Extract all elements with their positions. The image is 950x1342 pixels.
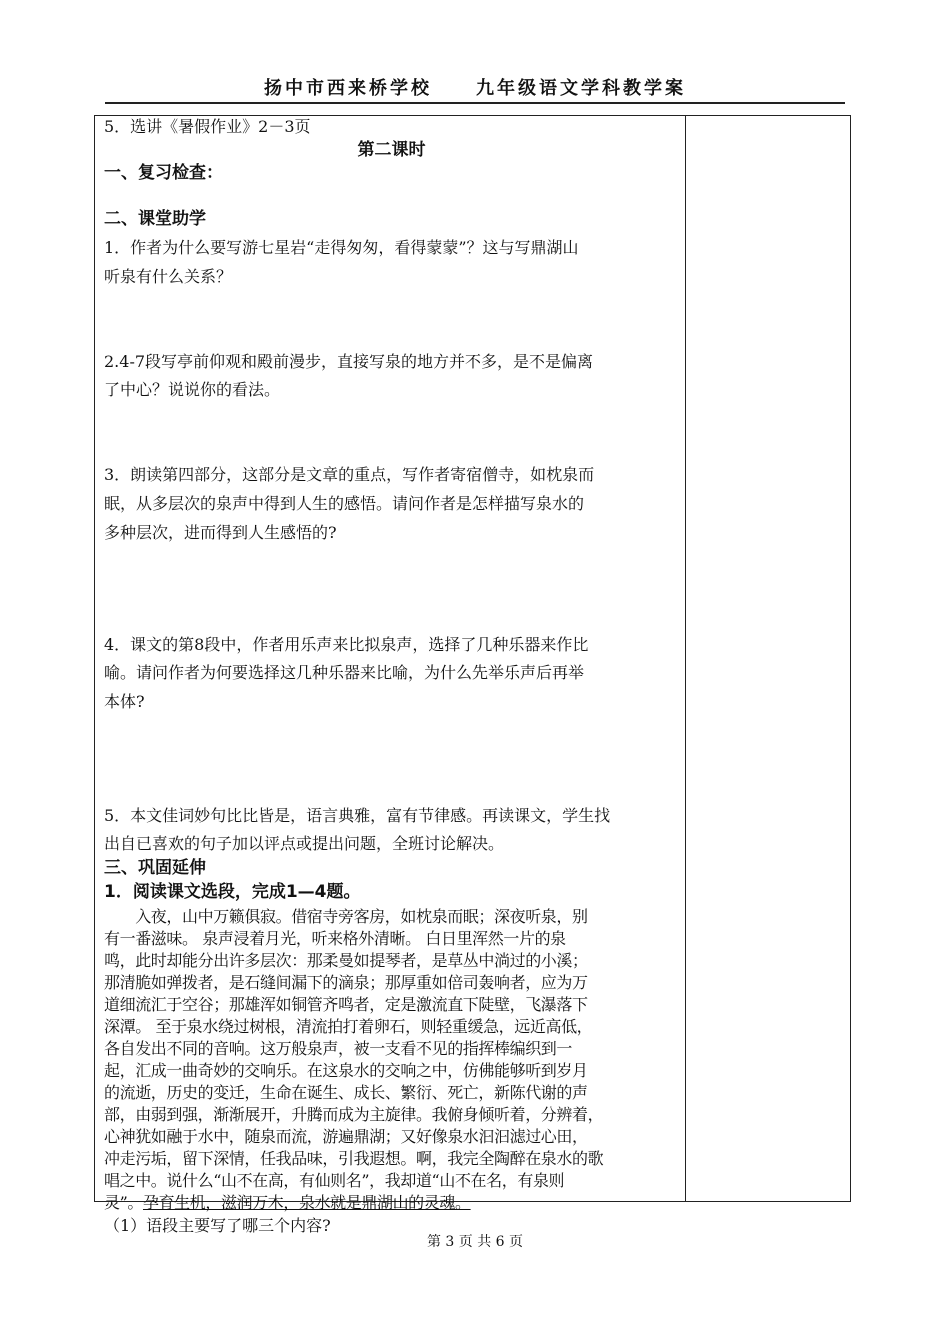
table-column-divider (685, 115, 686, 1202)
passage-line: 那清脆如弹拨者，是石缝间漏下的滴泉；那厚重如倍司轰响者，应为万 (104, 973, 588, 992)
question-1-line-1: 1．作者为什么要写游七星岩“走得匆匆，看得蒙蒙”？这与写鼎湖山 (104, 238, 579, 257)
sub-question-1: （1）语段主要写了哪三个内容? (104, 1216, 331, 1235)
section-review: 一、复习检查： (104, 163, 223, 183)
question-2-line-2: 了中心？说说你的看法。 (104, 380, 281, 399)
reading-task: 1．阅读课文选段，完成1—4题。 (104, 882, 361, 902)
passage-line: 心神犹如融于水中，随泉而流，游遍鼎湖；又好像泉水汩汩滤过心田， (104, 1127, 588, 1146)
question-3-line-1: 3．朗读第四部分，这部分是文章的重点，写作者寄宿僧寺，如枕泉而 (104, 465, 595, 484)
section-extension: 三、巩固延伸 (104, 858, 206, 878)
page-number: 第 3 页 共 6 页 (426, 1234, 524, 1250)
question-2-line-1: 2.4-7段写亭前仰观和殿前漫步，直接写泉的地方并不多，是不是偏离 (104, 352, 594, 371)
passage-line: 唱之中。说什么“山不在高，有仙则名”，我却道“山不在名，有泉则 (104, 1171, 565, 1190)
item-5: 5．选讲《暑假作业》2－3页 (104, 117, 311, 136)
underlined-sentence: 孕育生机，滋润万木，泉水就是鼎湖山的灵魂。 (142, 1193, 471, 1212)
school-name: 扬中市西来桥学校 (264, 78, 432, 99)
question-3-line-2: 眠，从多层次的泉声中得到人生的感悟。请问作者是怎样描写泉水的 (104, 494, 585, 513)
question-5-line-2: 出自已喜欢的句子加以评点或提出问题，全班讨论解决。 (104, 834, 505, 853)
passage-line: 冲走污垢，留下深情，任我品味，引我遐想。啊，我完全陶醉在泉水的歌 (104, 1149, 604, 1168)
passage-line: 部，由弱到强，渐渐展开，升腾而成为主旋律。我俯身倾听着，分辨着， (104, 1105, 604, 1124)
passage-text: 灵”。 (104, 1193, 143, 1212)
question-5-line-1: 5．本文佳词妙句比比皆是，语言典雅，富有节律感。再读课文，学生找 (104, 806, 611, 825)
page-header (105, 74, 845, 104)
passage-line: 各自发出不同的音响。这万般泉声，被一支看不见的指挥棒编织到一 (104, 1039, 573, 1058)
question-4-line-1: 4．课文的第8段中，作者用乐声来比拟泉声，选择了几种乐器来作比 (104, 635, 589, 654)
passage-line: 有一番滋味。 泉声浸着月光，听来格外清晰。 白日里浑然一片的泉 (104, 929, 566, 948)
question-1-line-2: 听泉有什么关系？ (104, 267, 233, 286)
question-4-line-2: 喻。请问作者为何要选择这几种乐器来比喻，为什么先举乐声后再举 (104, 663, 585, 682)
section-classroom: 二、课堂助学 (104, 209, 206, 229)
question-4-line-3: 本体? (104, 692, 145, 711)
passage-line: 的流逝，历史的变迁，生命在诞生、成长、繁衍、死亡，新陈代谢的声 (104, 1083, 588, 1102)
passage-line: 鸣，此时却能分出许多层次：那柔曼如提琴者，是草丛中淌过的小溪； (104, 951, 588, 970)
passage-line: 入夜，山中万籁俱寂。借宿寺旁客房，如枕泉而眠；深夜听泉，别 (104, 907, 588, 926)
passage-line-last (104, 1192, 471, 1214)
lesson-title: 第二课时 (357, 140, 426, 160)
passage-line: 深潭。 至于泉水绕过树根，清流拍打着卵石，则轻重缓急，远近高低， (104, 1017, 593, 1036)
passage-line: 道细流汇于空谷；那雄浑如铜管齐鸣者，定是激流直下陡壁，飞瀑落下 (104, 995, 588, 1014)
subject-title: 九年级语文学科教学案 (476, 78, 686, 99)
passage-line: 起，汇成一曲奇妙的交响乐。在这泉水的交响之中，仿佛能够听到岁月 (104, 1061, 588, 1080)
question-3-line-3: 多种层次，进而得到人生感悟的? (104, 523, 337, 542)
